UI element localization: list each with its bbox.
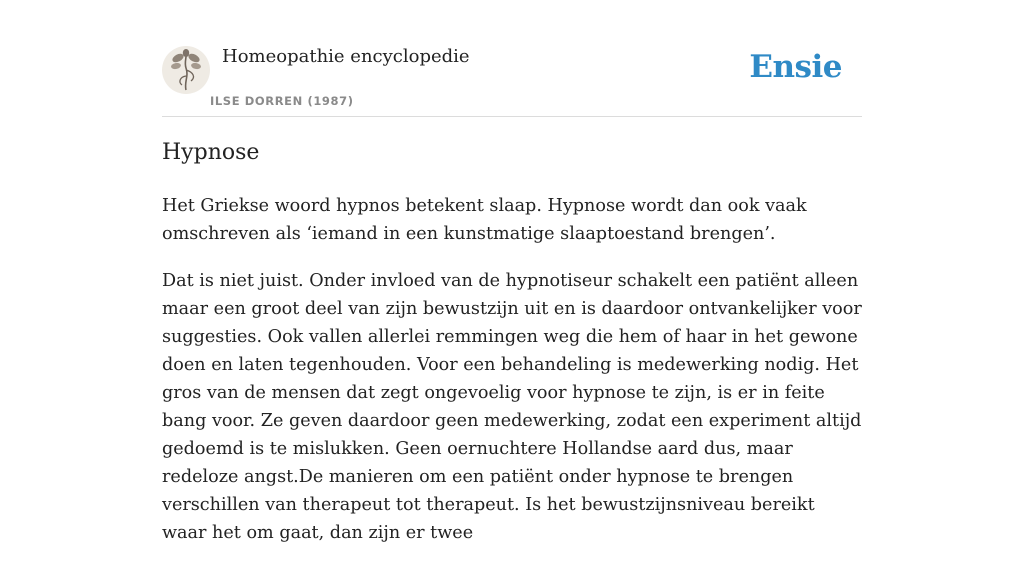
page-container — [162, 0, 862, 543]
ensie-logo[interactable]: Ensie — [749, 49, 842, 85]
book-author: ILSE DORREN (1987) — [210, 94, 354, 108]
entry-title: Hypnose — [162, 140, 260, 165]
book-title[interactable]: Homeopathie encyclopedie — [222, 46, 470, 67]
botanical-illustration-icon[interactable] — [162, 46, 210, 94]
entry-paragraph: Het Griekse woord hypnos betekent slaap. Hypnose wordt dan ook vaak omschreven als ‘iemand in een kunstmatige slaaptoestand brengen’. — [162, 196, 807, 244]
book-header — [162, 0, 862, 117]
entry-paragraph: Dat is niet juist. Onder invloed van de hypnotiseur schakelt een patiënt alleen maar een groot deel van zijn bewustzijn uit en is daardoor ontvankelijker voor suggesties. Ook vallen allerlei remmingen weg die hem of haar in het gewone doen en laten tegenhouden. Voor een behandeling is medewerking nodig. Het gros van de mensen dat zegt ongevoelig voor hypnose te zijn, is er in feite bang voor. Ze geven daardoor geen medewerking, zodat een experiment altijd gedoemd is te mislukken. Geen oernuchtere Hollandse aard dus, maar redeloze angst.De manieren om een patiënt onder hypnose te brengen verschillen van therapeut tot therapeut. Is het bewustzijnsniveau bereikt waar het om gaat, dan zijn er twee — [162, 271, 862, 543]
entry-body — [162, 192, 862, 566]
